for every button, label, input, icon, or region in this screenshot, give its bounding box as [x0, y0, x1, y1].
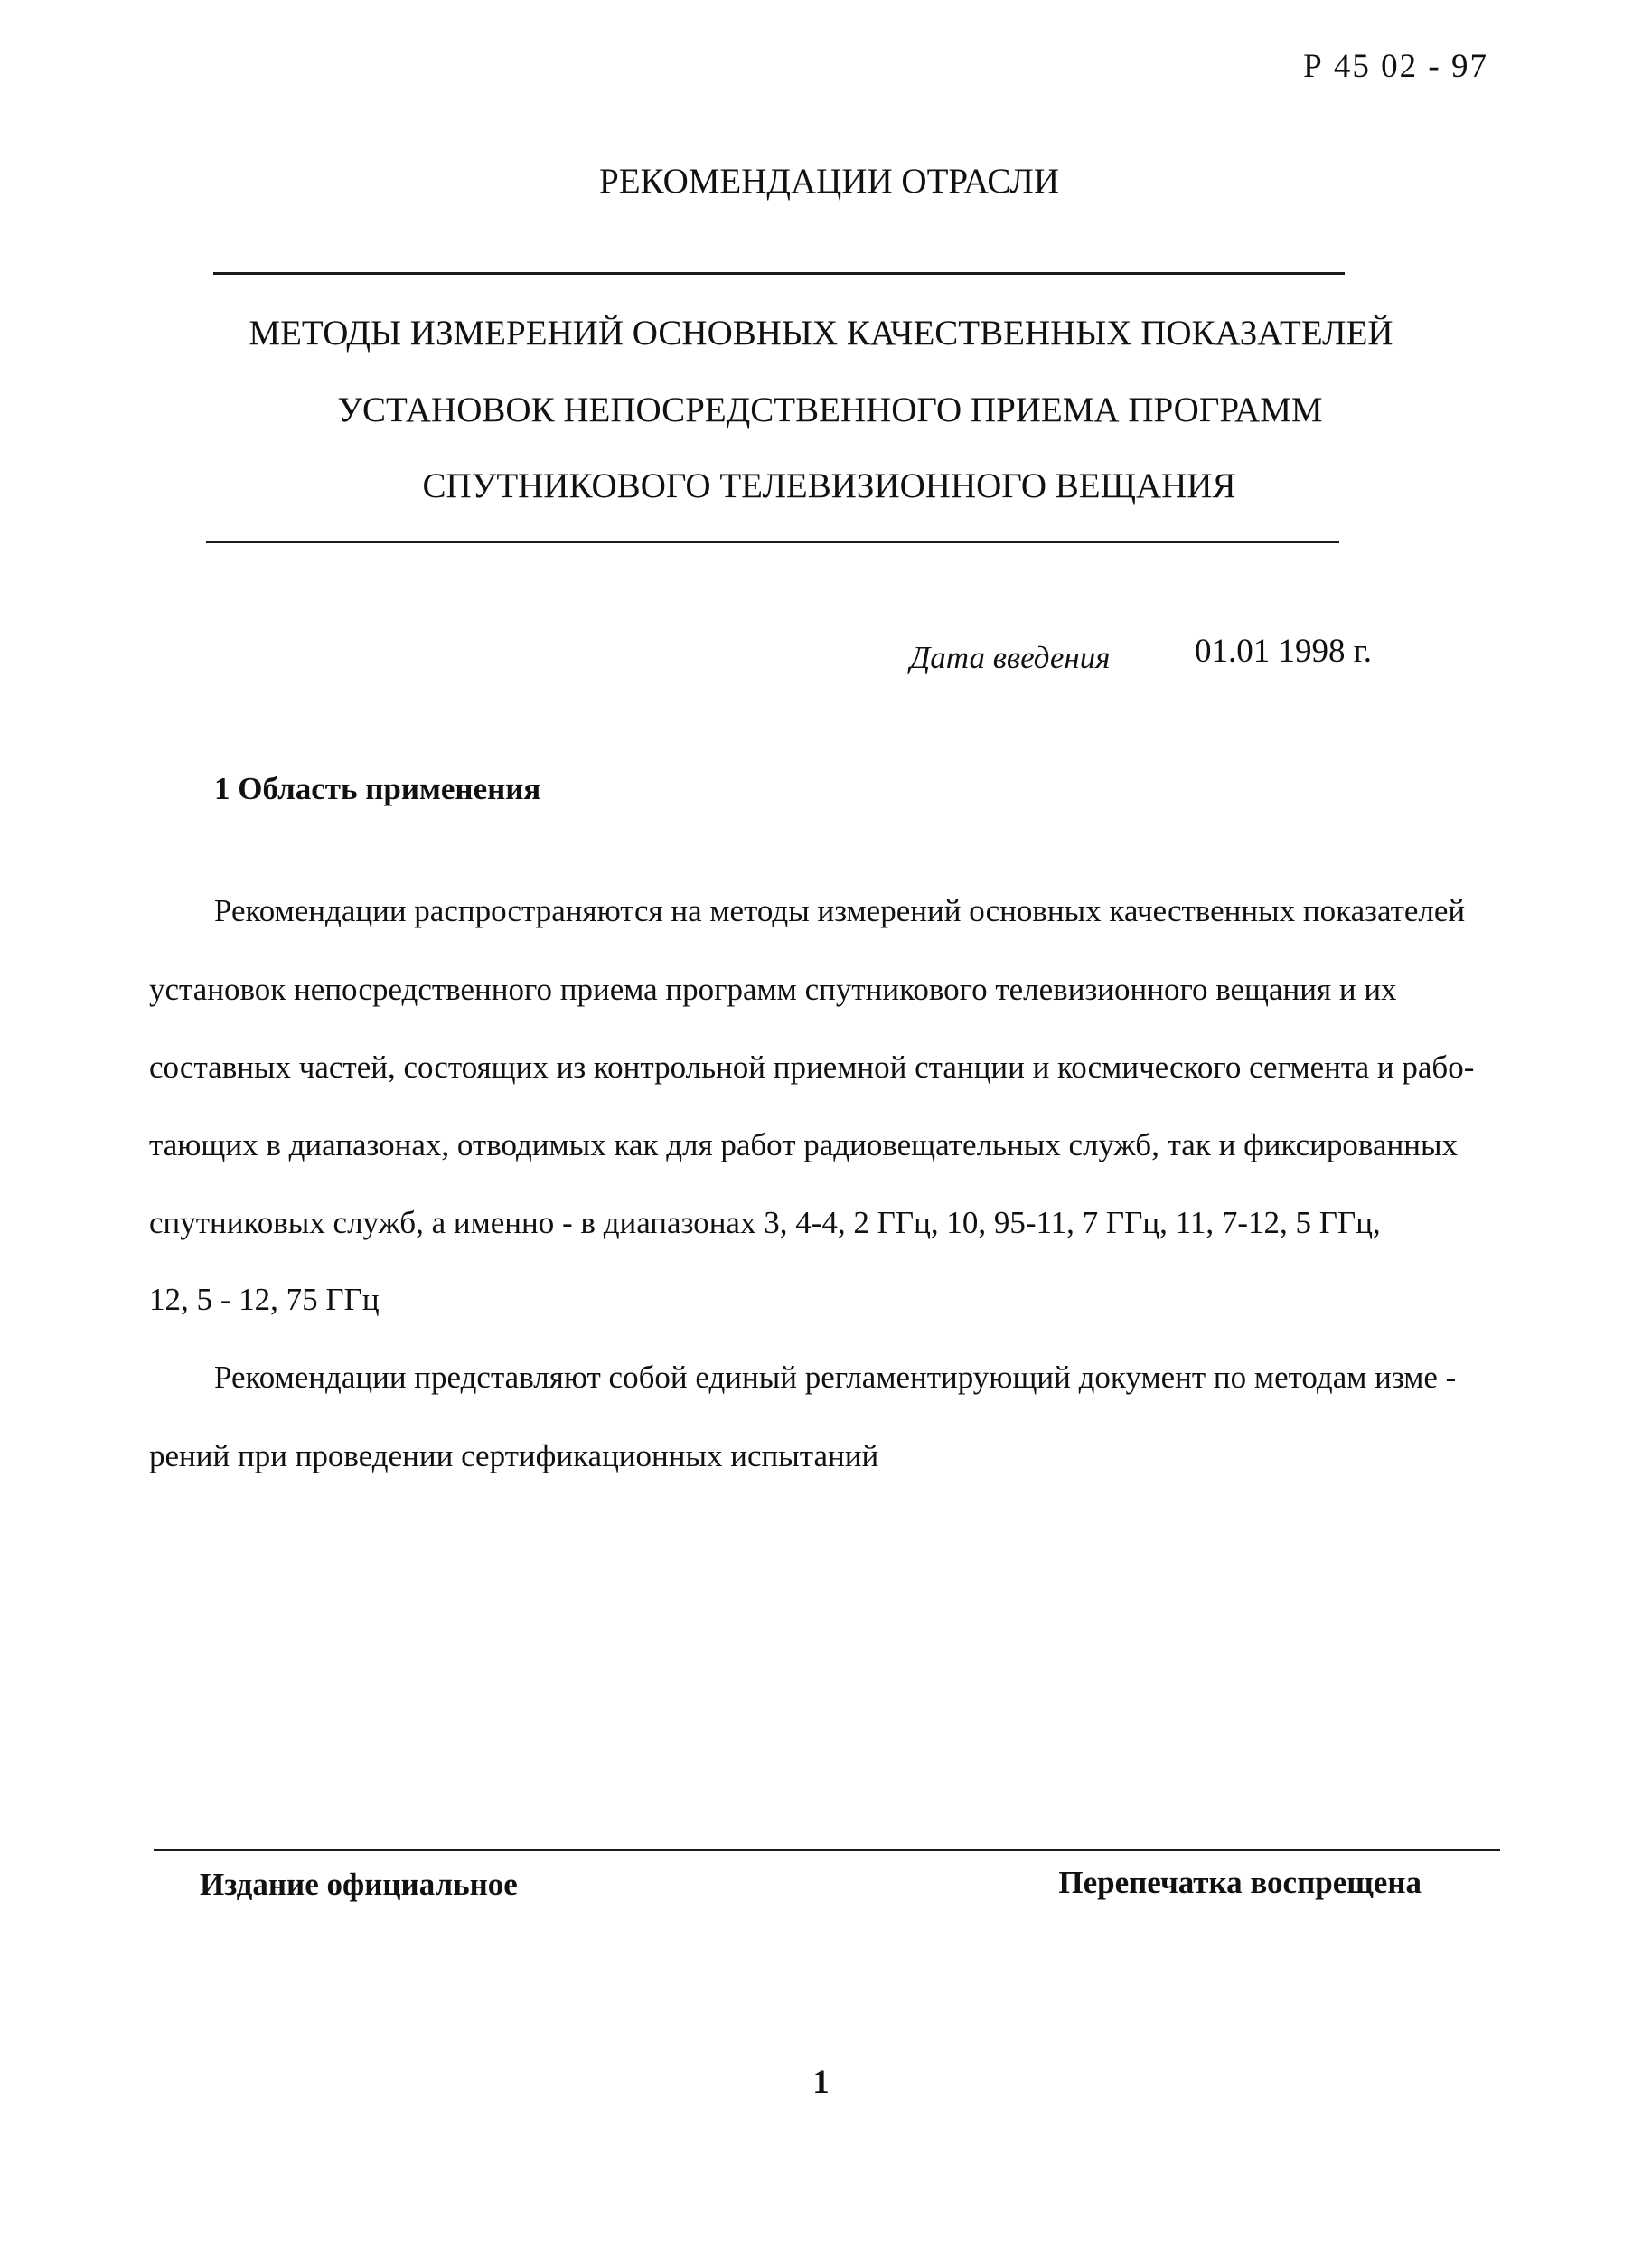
- paragraph1-line: тающих в диапазонах, отводимых как для работ радиовещательных служб, так и фиксированных: [149, 1127, 1458, 1162]
- intro-date-label: Дата введения: [910, 640, 1111, 675]
- footer-official-edition: Издание официальное: [200, 1867, 518, 1902]
- document-heading: РЕКОМЕНДАЦИИ ОТРАСЛИ: [599, 162, 1059, 201]
- paragraph1-line: спутниковых служб, а именно - в диапазонах 3, 4-4, 2 ГГц, 10, 95-11, 7 ГГц, 11, 7-12, 5 ГГц,: [149, 1205, 1381, 1240]
- document-number: Р 45 02 - 97: [1303, 48, 1488, 85]
- title-line-1: МЕТОДЫ ИЗМЕРЕНИЙ ОСНОВНЫХ КАЧЕСТВЕННЫХ ПОКАЗАТЕЛЕЙ: [249, 314, 1393, 353]
- paragraph2-line: рений при проведении сертификационных испытаний: [149, 1438, 879, 1473]
- paragraph1-line: установок непосредственного приема программ спутникового телевизионного вещания и их: [149, 972, 1397, 1007]
- footer-reprint-prohibited: Перепечатка воспрещена: [1058, 1865, 1422, 1900]
- intro-date-value: 01.01 1998 г.: [1195, 633, 1373, 670]
- title-line-2: УСТАНОВОК НЕПОСРЕДСТВЕННОГО ПРИЕМА ПРОГРАММ: [337, 391, 1323, 429]
- paragraph1-line: 12, 5 - 12, 75 ГГц: [149, 1282, 380, 1317]
- title-top-divider: [213, 272, 1345, 275]
- paragraph1-line: Рекомендации распространяются на методы измерений основных качественных показателей: [214, 893, 1466, 928]
- section-title: 1 Область применения: [214, 771, 541, 806]
- page-number: 1: [812, 2064, 830, 2101]
- paragraph2-line: Рекомендации представляют собой единый регламентирующий документ по методам изме -: [214, 1360, 1457, 1395]
- paragraph1-line: составных частей, состоящих из контрольной приемной станции и космического сегмента и рабо-: [149, 1049, 1475, 1085]
- title-bottom-divider: [206, 541, 1339, 543]
- title-line-3: СПУТНИКОВОГО ТЕЛЕВИЗИОННОГО ВЕЩАНИЯ: [422, 466, 1236, 505]
- footer-divider: [154, 1849, 1500, 1851]
